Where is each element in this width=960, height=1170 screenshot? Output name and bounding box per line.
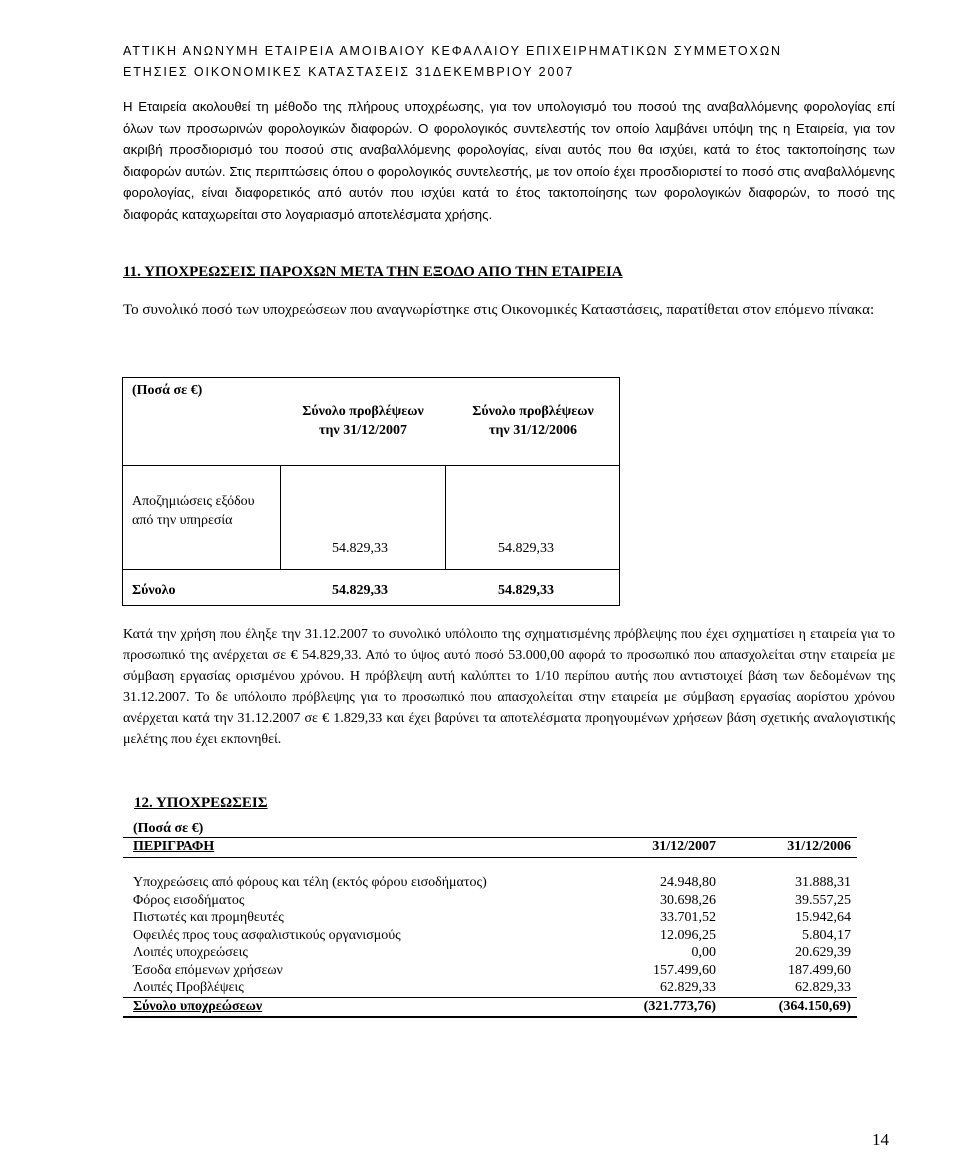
provisions-col-2007-line1: Σύνολο προβλέψεων [302,404,424,419]
provisions-total-label: Σύνολο [132,583,176,598]
obligations-total-2007: (321.773,76) [643,999,716,1014]
table-row [123,944,857,962]
row-value-2006: 31.888,31 [795,875,851,890]
row-value-2007: 30.698,26 [660,893,716,908]
deferred-tax-paragraph: Η Εταιρεία ακολουθεί τη μέθοδο της πλήρους υποχρέωσης, για τον υπολογισμό του ποσού της αναβαλλόμενης φορολογίας επί όλων των προσωρινών φορολογικών διαφορών. Ο φορολογικός συντελεστής τον οποίο λαμβάνει υπόψη της η Εταιρεία, για τον ακριβή προσδιορισμό του ποσού στις αναβαλλόμενης φορολογίας, είναι αυτός που θα ισχύει, κατά το έτος τακτοποίησης των διαφορών αυτών. Στις περιπτώσεις όπου ο φορολογικός συντελεστής, με τον οποίο έχει προσδιοριστεί το ποσό στις αναβαλλόμενης φορολογίας, είναι διαφορετικός από αυτόν που ισχύει κατά το έτος τακτοποίησης των φορολογικών διαφορών, το ποσό της διαφοράς καταχωρείται στο λογαριασμό αποτελέσματα χρήσης. [123,99,895,222]
provisions-row-value-2006: 54.829,33 [498,541,554,556]
row-value-2007: 12.096,25 [660,928,716,943]
obligations-units: (Ποσά σε €) [133,821,204,836]
obligations-total-label: Σύνολο υποχρεώσεων [133,999,263,1014]
table-row [123,909,857,927]
document-header-company: ΑΤΤΙΚΗ ΑΝΩΝΥΜΗ ΕΤΑΙΡΕΙΑ ΑΜΟΙΒΑΙΟΥ ΚΕΦΑΛΑΙΟΥ ΕΠΙΧΕΙΡΗΜΑΤΙΚΩΝ ΣΥΜΜΕΤΟΧΩΝ [123,44,782,58]
provisions-row-value-2007: 54.829,33 [332,541,388,556]
row-description: Πιστωτές και προμηθευτές [133,910,284,925]
row-value-2007: 33.701,52 [660,910,716,925]
row-description: Οφειλές προς τους ασφαλιστικούς οργανισμούς [133,928,401,943]
provisions-total-2007: 54.829,33 [332,583,388,598]
page-number: 14 [872,1130,889,1149]
row-value-2006: 187.499,60 [788,963,851,978]
table-row [123,979,857,997]
provisions-col-2007-line2: την 31/12/2007 [319,423,407,438]
provisions-col-2006-line2: την 31/12/2006 [489,423,577,438]
table-row [123,927,857,945]
provisions-col-2006-line1: Σύνολο προβλέψεων [472,404,594,419]
section-12-heading: 12. ΥΠΟΧΡΕΩΣΕΙΣ [134,795,268,811]
provisions-note: Κατά την χρήση που έληξε την 31.12.2007 το συνολικό υπόλοιπο της σχηματισμένης πρόβλεψης που έχει σχηματίσει η εταιρεία για το προσωπικό της ανέρχεται σε € 54.829,33. Από το ύψος αυτό ποσό 53.000,00 αφορά το προσωπικό που απασχολείται στην εταιρεία με σύμβαση εργασίας ορισμένου χρόνου. Η πρόβλεψη αυτή καλύπτει το 1/10 περίπου αυτής που αντιστοιχεί βάση των δεδομένων της 31.12.2007. Το δε υπόλοιπο πρόβλεψης για το προσωπικό που απασχολείται στην εταιρεία με σύμβαση εργασίας αορίστου χρόνου ανέρχεται κατά την 31.12.2007 σε € 1.829,33 και έχει βαρύνει τα αποτελέσματα προηγουμένων χρήσεων βάση σχετικής αναλογιστικής μελέτης που έχει εκπονηθεί. [123,627,895,747]
obligations-total-2006: (364.150,69) [778,999,851,1014]
obligations-total-row [123,998,857,1016]
table-row [123,874,857,892]
row-description: Λοιπές Προβλέψεις [133,980,244,995]
row-description: Έσοδα επόμενων χρήσεων [133,963,283,978]
provisions-total-2006: 54.829,33 [498,583,554,598]
obligations-header-row [123,838,857,856]
provisions-row-label-line1: Αποζημιώσεις εξόδου [132,494,255,509]
provisions-row-label-line2: από την υπηρεσία [132,513,233,528]
provisions-table [122,377,620,606]
table-row [123,892,857,910]
row-value-2007: 24.948,80 [660,875,716,890]
document-header-title: ΕΤΗΣΙΕΣ ΟΙΚΟΝΟΜΙΚΕΣ ΚΑΤΑΣΤΑΣΕΙΣ 31ΔΕΚΕΜΒΡΙΟΥ 2007 [123,65,575,79]
row-description: Υποχρεώσεις από φόρους και τέλη (εκτός φόρου εισοδήματος) [133,875,487,890]
obligations-header-2006: 31/12/2006 [787,839,851,854]
provisions-units: (Ποσά σε €) [132,383,203,398]
section-11-heading: 11. ΥΠΟΧΡΕΩΣΕΙΣ ΠΑΡΟΧΩΝ ΜΕΤΑ ΤΗΝ ΕΞΟΔΟ ΑΠΟ ΤΗΝ ΕΤΑΙΡΕΙΑ [123,264,623,280]
row-description: Λοιπές υποχρεώσεις [133,945,248,960]
row-value-2006: 20.629,39 [795,945,851,960]
row-value-2006: 5.804,17 [802,928,851,943]
row-description: Φόρος εισοδήματος [133,893,245,908]
row-value-2006: 39.557,25 [795,893,851,908]
table-row [123,962,857,980]
section-11-intro: Το συνολικό ποσό των υποχρεώσεων που αναγνωρίστηκε στις Οικονομικές Καταστάσεις, παρατίθεται στον επόμενο πίνακα: [123,302,875,318]
obligations-header-2007: 31/12/2007 [652,839,716,854]
obligations-header-description: ΠΕΡΙΓΡΑΦΗ [133,839,215,854]
row-value-2007: 157.499,60 [653,963,716,978]
row-value-2007: 62.829,33 [660,980,716,995]
row-value-2006: 15.942,64 [795,910,851,925]
row-value-2007: 0,00 [691,945,716,960]
row-value-2006: 62.829,33 [795,980,851,995]
obligations-units-row [123,820,857,838]
